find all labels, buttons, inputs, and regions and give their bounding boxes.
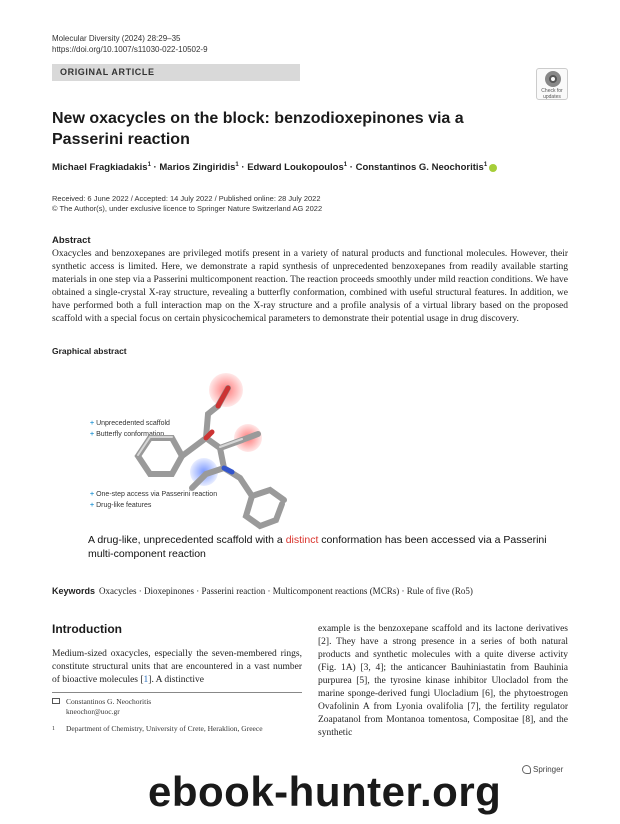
introduction-text-left [52,648,302,687]
article-title: New oxacycles on the block: benzodioxepinones via a Passerini reaction [52,110,464,148]
keywords-list: Oxacycles · Dioxepinones · Passerini reaction · Multicomponent reactions (MCRs) · Rule of five (Ro5) [99,586,473,596]
author-name[interactable]: Constantinos G. Neochoritis [355,162,484,174]
intro-left-text-end: ]. A distinctive [148,675,204,685]
ga-caption-highlight: distinct [285,534,319,546]
affiliation-text: Department of Chemistry, University of Crete, Heraklion, Greece [66,724,263,733]
ga-caption-end: conformation has been accessed via a Passerini multi-component reaction [88,534,547,560]
abstract-text: Oxacycles and benzoxepanes are privileged motifs present in a variety of natural products and functional molecules. However, their synthetic access is limited. Here, we demonstrate a rapid synthesis of unprecedented benzoxepanes from readily available starting materials in one step via a Passerini multicomponent reaction. The reaction proceeds smoothly under mild reaction conditions. We have obtained a single-crystal X-ray structure, revealing a butterfly conformation, combined with useful structural features. In addition, we have performed both a full interaction map on the X-ray structure and a profile analysis of a virtual library based on the proposed scaffold with a special focus on certain physicochemical parameters to demonstrate their potential usage in drug discovery. [52,249,568,324]
springer-horse-icon [522,765,531,774]
copyright-line: © The Author(s), under exclusive licence to Springer Nature Switzerland AG 2022 [52,204,323,213]
author-name[interactable]: Marios Zingiridis [159,162,236,174]
ga-bullet-text: Unprecedented scaffold [96,420,170,427]
intro-left-text: Medium-sized oxacycles, especially the seven-membered rings, constitute structural units that are encountered in a vast number of bioactive molecules [ [52,649,302,685]
plus-icon: + [90,502,95,509]
author-separator: · [150,162,160,174]
author-separator: · [238,162,248,174]
dates-line: Received: 6 June 2022 / Accepted: 14 July 2022 / Published online: 28 July 2022 [52,194,321,203]
publisher-logo [522,765,563,774]
publication-dates [52,194,322,214]
author-separator: · [347,162,356,174]
plus-icon: + [90,431,95,438]
keywords-label: Keywords [52,586,96,596]
author-affiliation: 1 [235,162,239,168]
ga-bullet-text: Drug-like features [96,502,152,509]
author-affiliation: 1 [343,162,348,168]
envelope-icon [52,698,60,704]
plus-icon: + [90,491,95,498]
contact-email[interactable]: kneochor@uoc.gr [66,707,120,716]
watermark: ebook-hunter.org [148,768,502,815]
affiliation-number: 1 [52,726,55,732]
ga-bullet-text: Butterfly conformation [96,431,165,438]
author-name[interactable]: Michael Fragkiadakis [52,162,148,174]
graphical-abstract-figure [80,368,550,568]
check-updates-icon [545,71,561,87]
journal-header [52,33,208,55]
doi-link[interactable]: https://doi.org/10.1007/s11030-022-10502-9 [52,45,208,54]
ga-bullet-text: One-step access via Passerini reaction [96,491,218,498]
introduction-heading: Introduction [52,622,122,636]
graphical-abstract-heading: Graphical abstract [52,346,127,356]
abstract-heading: Abstract [52,235,91,246]
publisher-name: Springer [533,765,564,774]
plus-icon: + [90,420,95,427]
check-for-updates-badge[interactable] [536,68,568,100]
ga-caption-start: A drug-like, unprecedented scaffold with a [88,534,286,546]
orcid-icon[interactable] [489,164,497,172]
article-type: ORIGINAL ARTICLE [60,67,155,77]
author-name[interactable]: Edward Loukopoulos [247,162,344,174]
author-list [52,162,497,173]
molecule-structure-image [120,368,340,533]
author-affiliation: 1 [483,162,488,168]
citation-link[interactable]: 1 [143,675,149,685]
footnote-divider [52,692,302,693]
keywords-line [52,586,568,596]
check-updates-label: Check for updates [541,88,563,100]
contact-name: Constantinos G. Neochoritis [66,697,152,706]
graphical-abstract-caption [88,533,548,561]
author-affiliation: 1 [147,162,151,168]
article-type-bar [52,64,300,81]
introduction-text-right: example is the benzoxepane scaffold and its lactone derivatives [2]. They have a strong presence in a series of both natural products and synthetic molecules with a quite diverse activity (Fig. 1A) [3, 4]; the anticancer Bauhiniastatin from Bauhinia purpurea [5], the tyrosine kinase inhibitor Ulocladol from the marine sponge-derived fungi Ulocladium [6], the phytoestrogen Ovafolinin A from Lyonia ovalifolia [7], the fertility regulator Zoapatanol from Montanoa tomentosa, Compositae [8], and the synthetic [318,624,568,738]
journal-name: Molecular Diversity (2024) 28:29–35 [52,34,181,43]
